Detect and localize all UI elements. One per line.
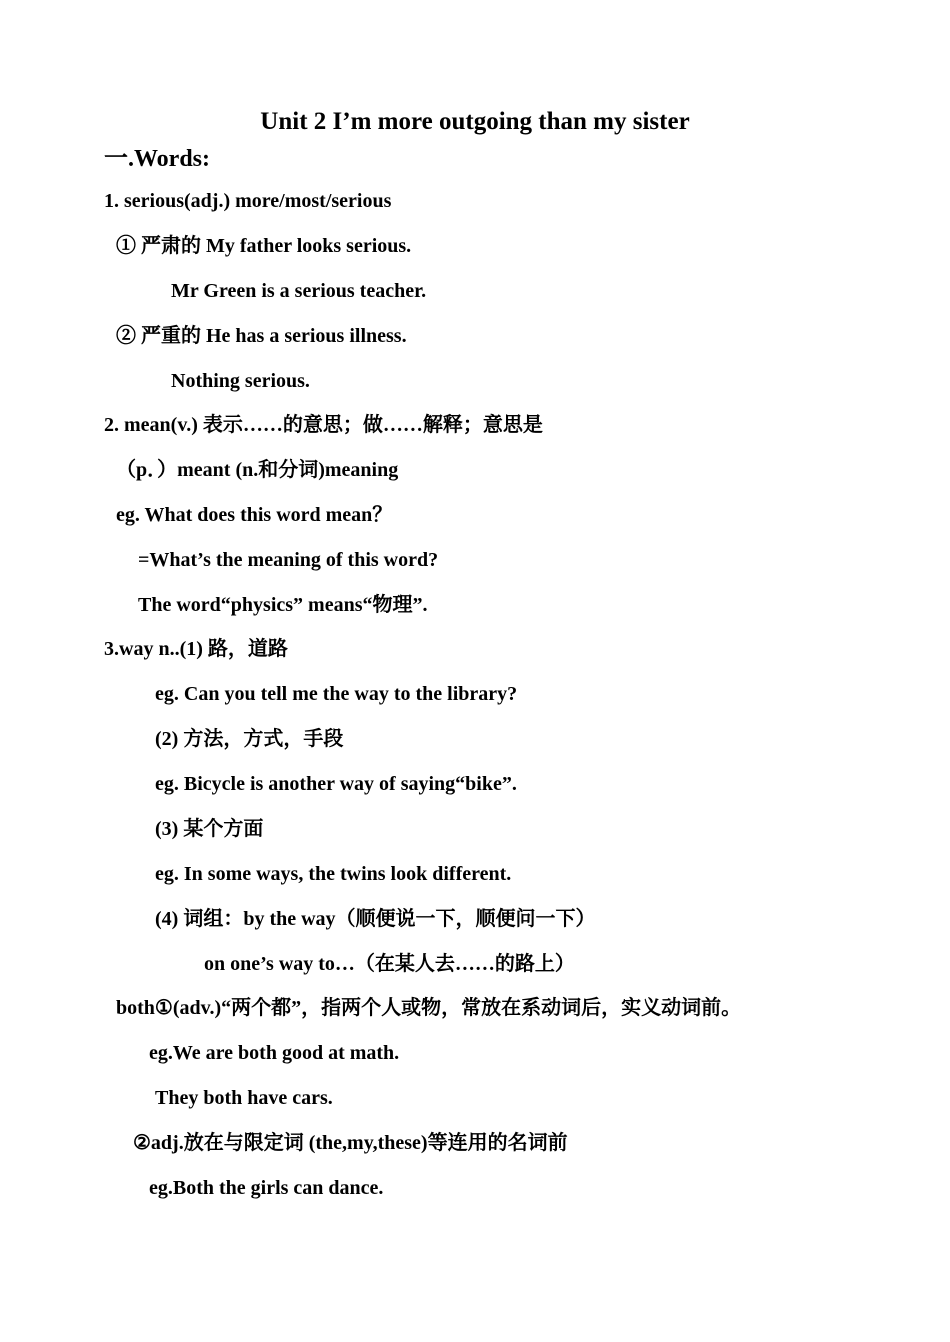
example-line: The word“physics” means“物理”. [138, 594, 428, 616]
word-entry-serious: 1. serious(adj.) more/most/serious [104, 190, 392, 212]
document-title: Unit 2 I’m more outgoing than my sister [260, 108, 690, 135]
example-line: They both have cars. [155, 1087, 333, 1109]
example-line: Nothing serious. [171, 370, 310, 392]
definition-line: ① 严肃的 My father looks serious. [116, 235, 412, 257]
example-line: eg.Both the girls can dance. [149, 1177, 384, 1199]
section-heading: 一.Words: [104, 146, 211, 172]
example-line: Mr Green is a serious teacher. [171, 280, 427, 302]
phrase-line: (4) 词组：by the way（顺便说一下，顺便问一下） [155, 908, 596, 930]
word-entry-mean: 2. mean(v.) 表示……的意思；做……解释；意思是 [104, 414, 543, 436]
definition-line: (3) 某个方面 [155, 818, 264, 840]
example-line: eg. What does this word mean？ [116, 504, 393, 526]
example-line: eg. Can you tell me the way to the library? [155, 683, 518, 705]
phrase-line: on one’s way to…（在某人去……的路上） [204, 953, 575, 975]
definition-line: ②adj.放在与限定词 (the,my,these)等连用的名词前 [133, 1132, 568, 1154]
example-line: =What’s the meaning of this word? [138, 549, 439, 571]
example-line: eg.We are both good at math. [149, 1042, 400, 1064]
definition-line: ② 严重的 He has a serious illness. [116, 325, 407, 347]
example-line: eg. Bicycle is another way of saying“bike”. [155, 773, 517, 795]
word-forms-line: （p．）meant (n.和分词)meaning [116, 459, 399, 481]
definition-line: (2) 方法，方式，手段 [155, 728, 344, 750]
example-line: eg. In some ways, the twins look different. [155, 863, 512, 885]
word-entry-way: 3.way n..(1) 路，道路 [104, 638, 288, 660]
word-entry-both: both①(adv.)“两个都”，指两个人或物，常放在系动词后，实义动词前。 [116, 997, 742, 1019]
